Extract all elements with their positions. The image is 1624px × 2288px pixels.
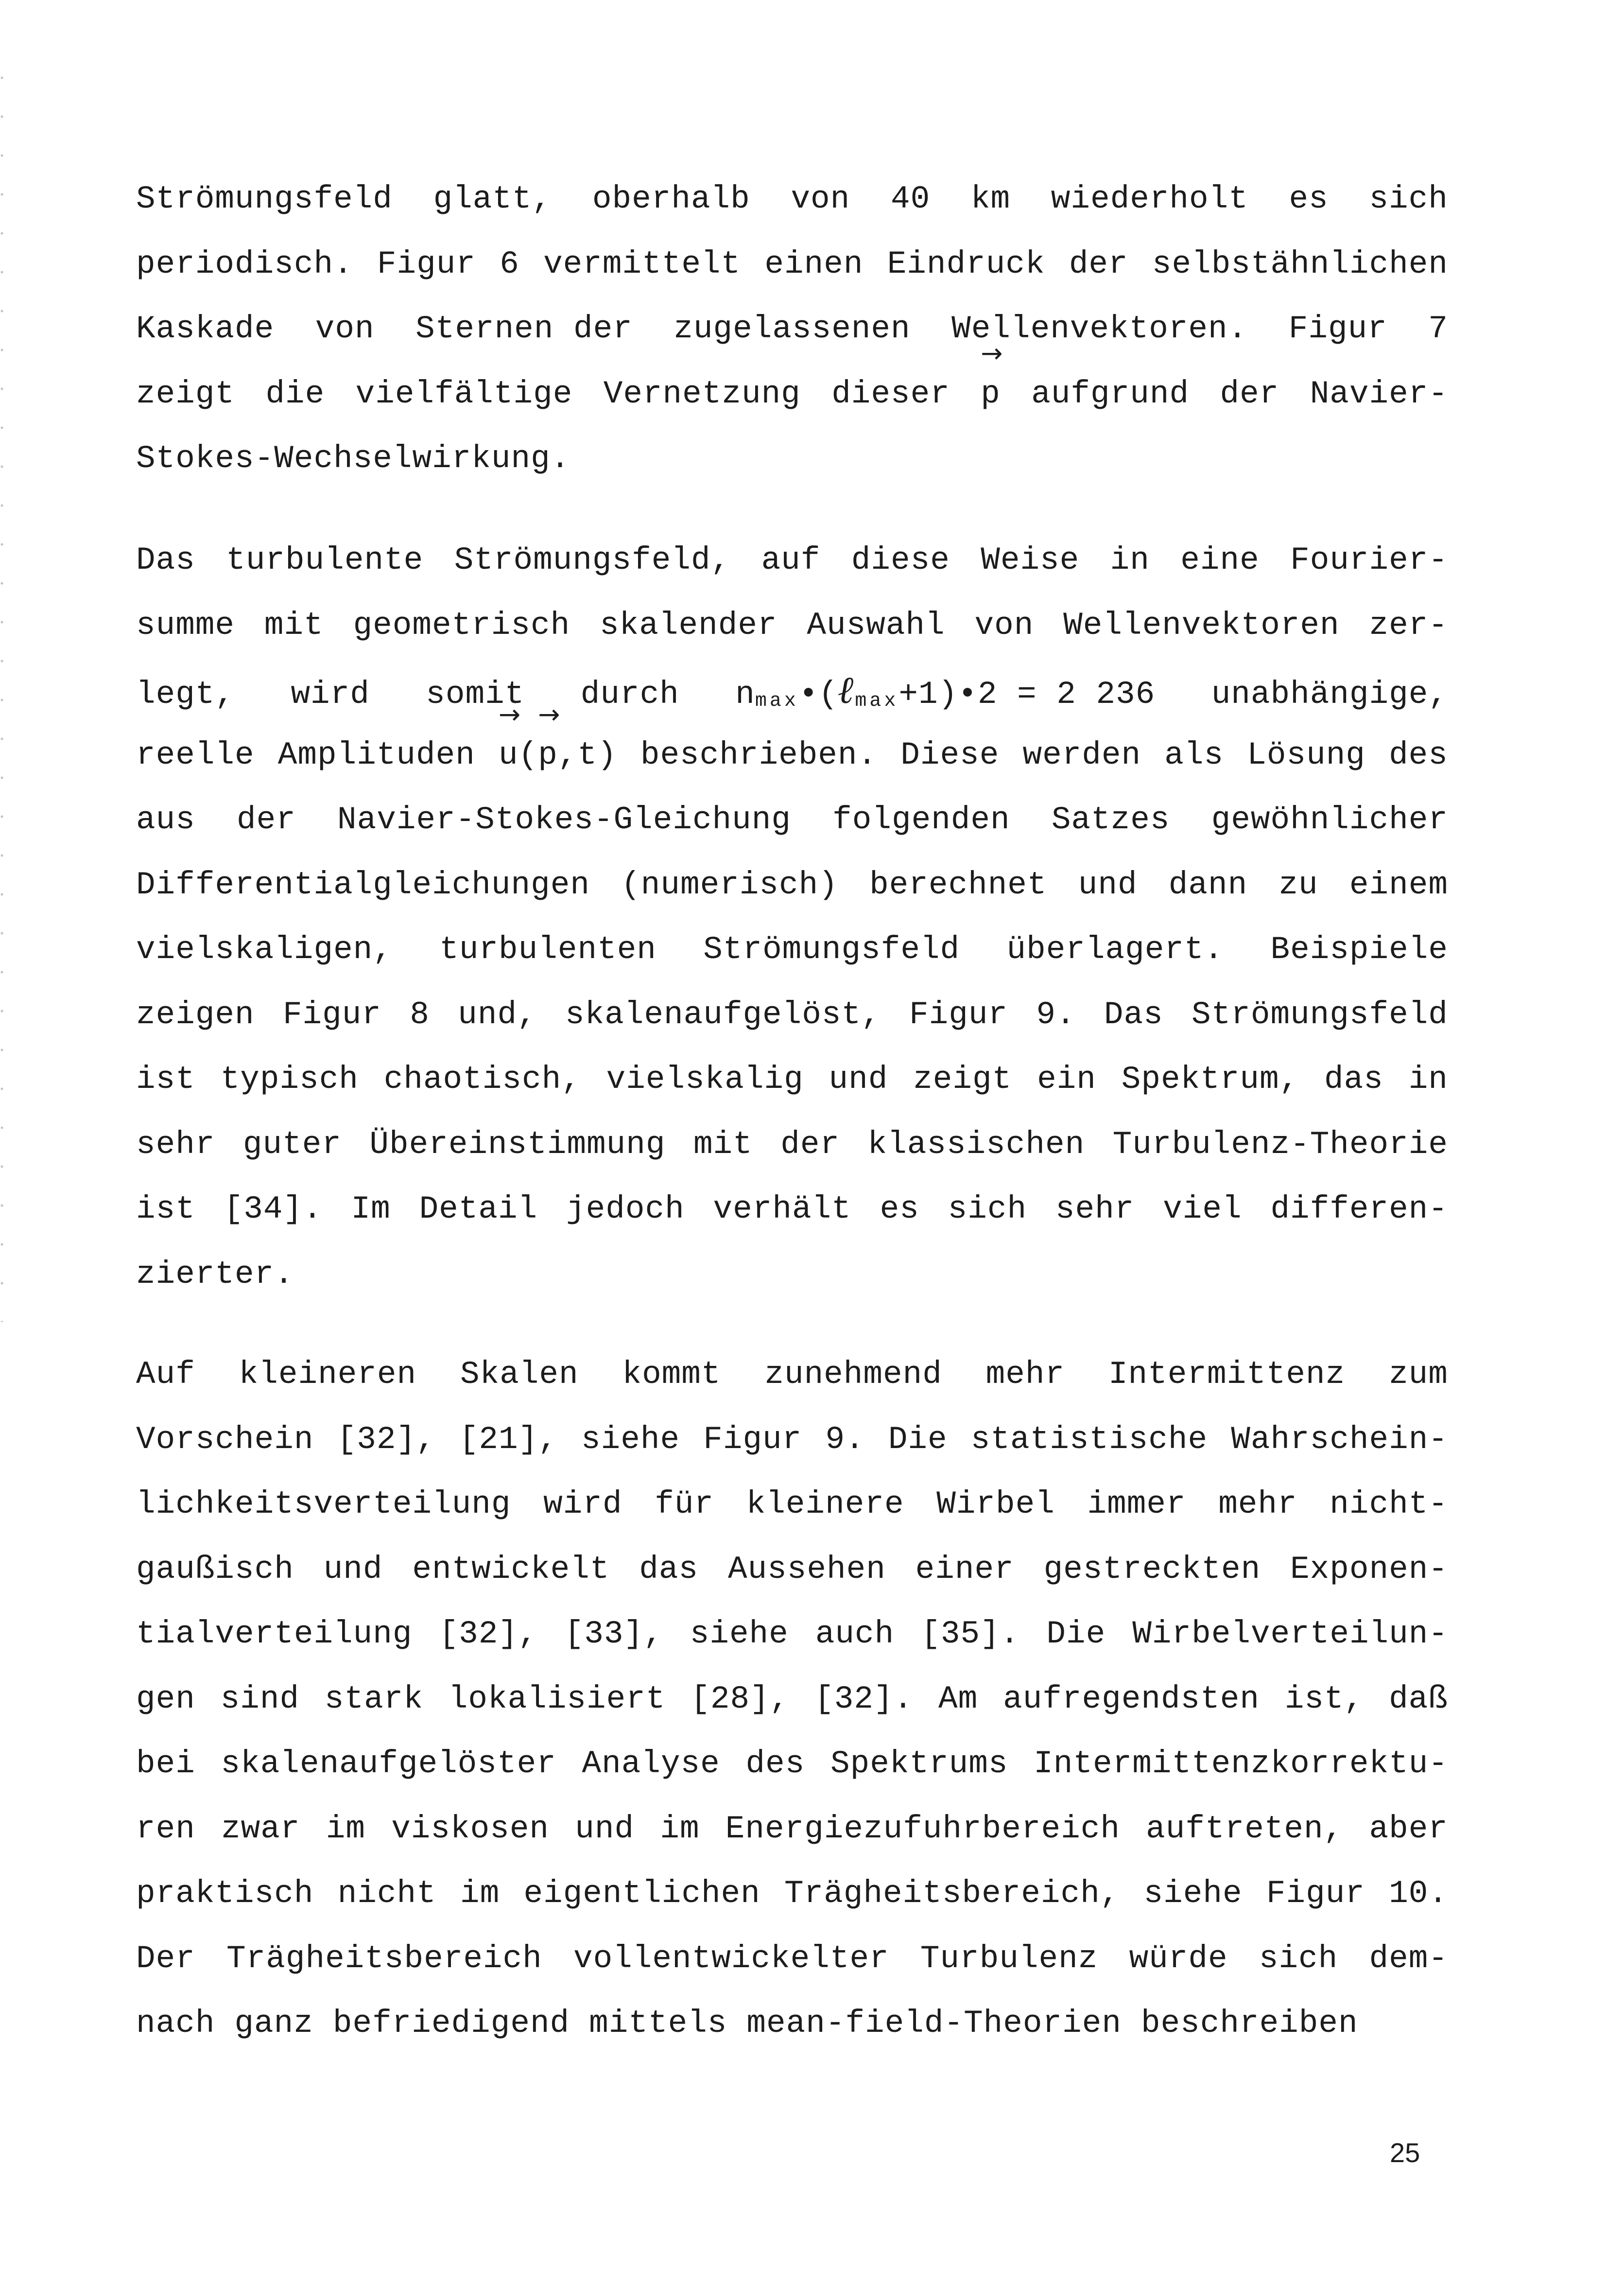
text-line [136,1047,1448,1112]
formula-ell: ℓ [838,669,855,711]
word: Weise [981,542,1080,578]
word: Strömungsfeld [136,181,393,217]
word: kommt [622,1356,721,1393]
vector-p: → p [538,723,558,788]
word: geometrisch [353,607,570,644]
word: daß [1389,1680,1448,1717]
word: [21], [459,1421,558,1458]
word: und [323,1551,383,1588]
word: eigentlichen [523,1875,760,1912]
text-line [136,1731,1448,1797]
text-line [136,426,1448,491]
word: würde [1129,1940,1228,1977]
word: auf [761,542,821,578]
text-line [136,167,1448,232]
word: Wirbelverteilun- [1132,1616,1448,1652]
word: 10. [1389,1875,1448,1912]
word: zer- [1369,607,1448,644]
word: Wellenvektoren. [951,311,1248,347]
text-line [136,1112,1448,1177]
word: lichkeitsverteilung [136,1486,511,1522]
word: Figur [909,996,1008,1033]
word: vollentwickelter [573,1940,889,1977]
word: berechnet [869,866,1047,903]
word: Die [1046,1616,1106,1652]
word: überlagert. [1006,931,1224,968]
word: und [575,1810,635,1847]
word: kleineren [239,1356,417,1393]
word: ren [136,1810,195,1847]
word: ist [136,1191,195,1227]
scan-margin-artifact [0,58,4,1322]
word: Figur [1266,1875,1365,1912]
paragraph-3 [136,1342,1448,2056]
word: verhält [713,1191,851,1227]
text-line [136,297,1448,362]
word: skalender [600,607,777,644]
word: chaotisch, [383,1061,581,1098]
word: skalenaufgelöst, [565,996,881,1033]
word: Die [888,1421,948,1458]
word: mit [264,607,324,644]
word: beschrieben. [640,736,878,773]
word: viskosen [391,1810,550,1847]
word: Strömungsfeld, [454,542,731,578]
amplitude-close: ,t) [557,736,617,773]
word: mit [693,1126,753,1163]
word: auch [815,1616,895,1652]
word: [32], [439,1616,538,1652]
text-line [136,1602,1448,1667]
word: nach [136,2005,215,2042]
word: Übereinstimmung [369,1126,666,1163]
word: der [1220,375,1279,412]
word: dem- [1369,1940,1448,1977]
word: Das [136,542,195,578]
word: turbulenten [439,931,657,968]
word: diese [851,542,950,578]
word: aber [1369,1810,1448,1847]
word: folgenden [832,802,1010,838]
word: Wellenvektoren [1063,607,1340,644]
word: in [1408,1061,1448,1098]
word: Wahrschein- [1231,1421,1448,1458]
word: zeigen [136,996,255,1033]
word: somit [426,676,525,713]
text-line [136,917,1448,982]
word: Eindruck [887,245,1045,282]
word: nicht [337,1875,436,1912]
word: summe [136,607,235,644]
word: Intermittenzkorrektu- [1034,1746,1448,1782]
word: Vernetzung [603,375,801,412]
word: und, [458,996,537,1033]
word: bei [136,1746,195,1782]
word: Sternen der [415,311,633,347]
word: km [970,181,1011,217]
formula-ell-subscript: max [855,690,899,712]
text-line [136,787,1448,853]
word: es [880,1191,919,1227]
word: [32], [337,1421,436,1458]
word: siehe [1143,1875,1243,1912]
word: Spektrum, [1121,1061,1299,1098]
word: ist [136,1061,195,1098]
amplitude-expression [499,723,617,788]
text-line [136,1797,1448,1862]
word: zeigt [913,1061,1012,1098]
word: im [326,1810,365,1847]
word: sich [1259,1940,1338,1977]
word: zum [1389,1356,1448,1393]
word: vielskaligen, [136,931,393,968]
word: Detail [419,1191,538,1227]
word: skalenaufgelöster [221,1746,556,1782]
word: 40 [890,181,931,217]
word: und [1078,866,1138,903]
word: siehe [581,1421,680,1458]
word: ganz [234,2005,313,2042]
text-line [136,232,1448,297]
word: das [1324,1061,1383,1098]
word: Auswahl [807,607,945,644]
word: Differentialgleichungen [136,866,590,903]
text-line [136,982,1448,1048]
word: sind [220,1680,300,1717]
word: sich [948,1191,1027,1227]
word: [32]. [814,1680,914,1717]
word: viel [1163,1191,1242,1227]
word: dieser [831,375,950,412]
word: Figur [282,996,381,1033]
text-line [136,362,1448,427]
word: der [780,1126,840,1163]
word: durch [580,676,679,713]
word: statistische [970,1421,1208,1458]
word: einer [915,1551,1014,1588]
word: tialverteilung [136,1616,413,1652]
word: gaußisch [136,1551,294,1588]
word: werden [1022,736,1141,773]
word: differen- [1270,1191,1448,1227]
word: Das [1104,996,1163,1033]
word: 9. [825,1421,865,1458]
word: aufregendsten [1003,1680,1260,1717]
word: sehr [136,1126,215,1163]
page-number: 25 [1390,2137,1420,2168]
word: (numerisch) [621,866,838,903]
word: [35]. [921,1616,1020,1652]
word: des [745,1746,805,1782]
word: befriedigend [332,2005,570,2042]
word: Der [136,1940,195,1977]
text-line [136,1242,1448,1307]
word: gen [136,1680,195,1717]
word: mehr [985,1356,1065,1393]
text-line [136,1407,1448,1472]
word: Diese [900,736,1000,773]
word: des [1389,736,1448,773]
text-line [136,1861,1448,1926]
word: Figur [377,245,476,282]
word: von [974,607,1034,644]
word: turbulente [226,542,424,578]
word: Navier-Stokes-Gleichung [337,802,791,838]
word: von [315,311,375,347]
word: [33], [564,1616,663,1652]
word: vielskalig [606,1061,804,1098]
word: aufgrund [1031,375,1190,412]
word: im [660,1810,700,1847]
word: oberhalb [592,181,750,217]
word: wiederholt [1051,181,1248,217]
text-line [136,723,1448,788]
word: Figur [1288,311,1387,347]
text-line [136,658,1448,723]
word: kleinere [746,1486,904,1522]
text-line [136,528,1448,593]
word: 8 [410,996,430,1033]
word: stark [324,1680,423,1717]
word: zierter. [136,1256,294,1292]
word: Trägheitsbereich [226,1940,542,1977]
word: legt, [136,676,235,713]
word: zugelassenen [674,311,911,347]
word: reelle [136,736,255,773]
formula-n: n [735,676,755,713]
word: in [1110,542,1150,578]
word: gewöhnlicher [1211,802,1448,838]
word: zu [1278,866,1318,903]
word: mean-field-Theorien [746,2005,1122,2042]
word: vermittelt [543,245,741,282]
word: vielfältige [355,375,573,412]
word: periodisch. [136,245,353,282]
word: einem [1349,866,1448,903]
word: Beispiele [1270,931,1448,968]
word: Vorschein [136,1421,314,1458]
word: Satzes [1051,802,1170,838]
word: Wirbel [936,1486,1055,1522]
word: sehr [1055,1191,1135,1227]
formula-rest: +1)•2 = 2 236 [898,676,1156,713]
text-line [136,1991,1448,2056]
word: entwickelt [412,1551,610,1588]
word: [28], [691,1680,790,1717]
word: von [791,181,850,217]
word: guter [242,1126,342,1163]
word: beschreiben [1140,2005,1358,2042]
text-line [136,1177,1448,1242]
word: unabhängige, [1211,676,1448,713]
word: Stokes-Wechselwirkung. [136,440,570,477]
word: zwar [221,1810,300,1847]
text-line [136,853,1448,918]
text-line [136,1926,1448,1991]
text-line [136,593,1448,658]
word: wird [543,1486,622,1522]
word: 9. [1036,996,1076,1033]
word: eine [1180,542,1260,578]
formula-dot-open: •( [798,676,839,713]
word: und [829,1061,888,1098]
word: ein [1037,1061,1096,1098]
word: auftreten, [1146,1810,1344,1847]
word: Lösung [1247,736,1365,773]
word: Auf [136,1356,195,1393]
word: einen [764,245,864,282]
word: Exponen- [1290,1551,1448,1588]
word: Intermittenz [1108,1356,1346,1393]
word: die [265,375,325,412]
word: mittels [589,2005,727,2042]
paragraph-1 [136,167,1448,491]
word: Strömungsfeld [703,931,960,968]
word: praktisch [136,1875,314,1912]
word: immer [1087,1486,1186,1522]
word: siehe [690,1616,789,1652]
word: 6 [500,245,519,282]
word: Spektrums [830,1746,1008,1782]
word: wird [291,676,370,713]
word: gestreckten [1043,1551,1261,1588]
word: im [460,1875,500,1912]
word: Aussehen [727,1551,886,1588]
word: typisch [220,1061,359,1098]
word: lokalisiert [448,1680,666,1717]
amplitude-open: ( [518,736,538,773]
word: ist, [1284,1680,1364,1717]
word: Am [938,1680,978,1717]
word: mehr [1218,1486,1297,1522]
word: es [1289,181,1329,217]
word: der [1069,245,1128,282]
vector-u: → u [499,723,518,788]
word: jedoch [566,1191,685,1227]
word: das [639,1551,699,1588]
text-line [136,1342,1448,1407]
vector-p: → p [981,362,1001,427]
word: Turbulenz [920,1940,1098,1977]
word: Figur [703,1421,802,1458]
word: Strömungsfeld [1192,996,1448,1033]
word: Kaskade [136,311,275,347]
word: nicht- [1330,1486,1448,1522]
word: selbstähnlichen [1152,245,1448,282]
word: Turbulenz-Theorie [1112,1126,1448,1163]
word: Fourier- [1290,542,1448,578]
word: zeigt [136,375,235,412]
word: sich [1369,181,1448,217]
text-line [136,1537,1448,1602]
word: zunehmend [764,1356,942,1393]
formula-n-subscript: max [755,690,799,712]
word: [34]. [224,1191,323,1227]
word: als [1164,736,1224,773]
text-line [136,1667,1448,1732]
word: aus [136,802,195,838]
word: dann [1168,866,1248,903]
word: klassischen [867,1126,1085,1163]
word: Energiezufuhrbereich [725,1810,1120,1847]
word: für [655,1486,714,1522]
word: glatt, [433,181,552,217]
word: Navier- [1310,375,1448,412]
paragraph-2 [136,528,1448,1307]
word: 7 [1428,311,1448,347]
word: der [237,802,296,838]
text-line [136,1472,1448,1537]
word: Amplituden [277,736,475,773]
word: Analyse [582,1746,720,1782]
word: Skalen [460,1356,579,1393]
word: Trägheitsbereich, [784,1875,1120,1912]
word: Im [351,1191,391,1227]
